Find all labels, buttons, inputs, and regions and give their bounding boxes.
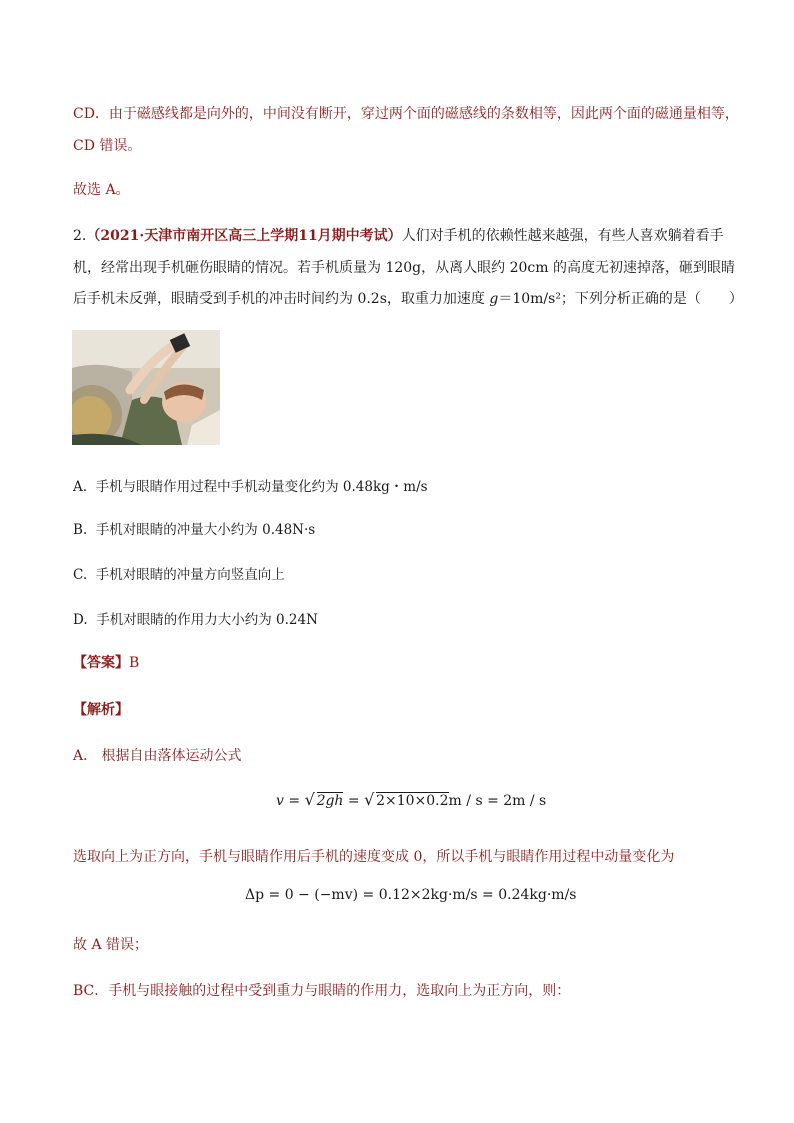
sqrt-numeric <box>366 793 448 809</box>
sqrt-2gh <box>307 793 344 809</box>
photo-illustration <box>72 330 220 445</box>
formula-velocity <box>276 793 546 809</box>
option-c-text: 手机对眼睛的冲量方向竖直向上 <box>95 567 285 583</box>
sqrt-numeric-content: 2×10×0.2 <box>376 793 449 809</box>
prev-solution-cd-line2: CD 错误。 <box>73 138 142 154</box>
analysis-tag: 【解析】 <box>73 702 129 718</box>
option-a <box>73 475 428 495</box>
prev-solution-cd-line1: CD．由于磁感线都是向外的，中间没有断开，穿过两个面的磁感线的条数相等，因此两个面的磁通量相等， <box>73 106 739 122</box>
option-c <box>73 563 285 583</box>
option-d-text: 手机对眼睛的作用力大小约为 0.24N <box>96 612 318 628</box>
formula-v: v <box>276 793 284 809</box>
formula-momentum: Δp = 0 − (−mv) = 0.12×2kg·m/s = 0.24kg·m/s <box>245 887 577 903</box>
question-line3-a: 后手机未反弹，眼睛受到手机的冲击时间约为 0.2s，取重力加速度 <box>73 291 490 307</box>
question-source: （2021·天津市南开区高三上学期11月期中考试） <box>86 228 402 244</box>
question-line3-b: ＝10m/s²；下列分析正确的是（ ） <box>498 291 743 307</box>
answer <box>73 652 139 672</box>
answer-value: B <box>129 655 140 671</box>
gravity-symbol: g <box>489 291 499 307</box>
formula-tail: m / s = 2m / s <box>448 793 547 809</box>
prev-solution-choose: 故选 A。 <box>73 182 130 198</box>
person-lying-using-phone-photo <box>72 330 220 445</box>
option-b-label: B. <box>73 522 88 538</box>
option-d-label: D. <box>73 612 88 628</box>
option-a-label: A. <box>73 479 88 495</box>
analysis-a-intro: A． 根据自由落体运动公式 <box>73 748 242 764</box>
formula-eq2: = <box>343 793 365 809</box>
sqrt-2gh-content: 2gh <box>316 793 344 809</box>
analysis-bc-intro: BC．手机与眼接触的过程中受到重力与眼睛的作用力，选取向上为正方向，则： <box>73 983 571 999</box>
option-b-text: 手机对眼睛的冲量大小约为 0.48N·s <box>95 522 316 538</box>
option-b <box>73 518 315 538</box>
analysis-text2: 选取向上为正方向，手机与眼睛作用后手机的速度变成 0，所以手机与眼睛作用过程中动量变化为 <box>73 849 675 865</box>
option-d <box>73 608 318 628</box>
question-number: 2. <box>73 228 87 244</box>
question-line2: 机，经常出现手机砸伤眼睛的情况。若手机质量为 120g，从离人眼约 20cm 的高度无初速掉落，砸到眼睛 <box>73 260 735 276</box>
analysis-a-wrong: 故 A 错误； <box>73 937 149 953</box>
question-line1 <box>73 225 724 245</box>
question-line1-text: 人们对手机的依赖性越来越强，有些人喜欢躺着看手 <box>401 228 724 244</box>
formula-eq1: = <box>283 793 305 809</box>
option-a-text: 手机与眼睛作用过程中手机动量变化约为 0.48kg・m/s <box>95 479 428 495</box>
question-line3 <box>73 288 743 308</box>
answer-tag: 【答案】 <box>73 655 129 671</box>
option-c-label: C. <box>73 567 88 583</box>
